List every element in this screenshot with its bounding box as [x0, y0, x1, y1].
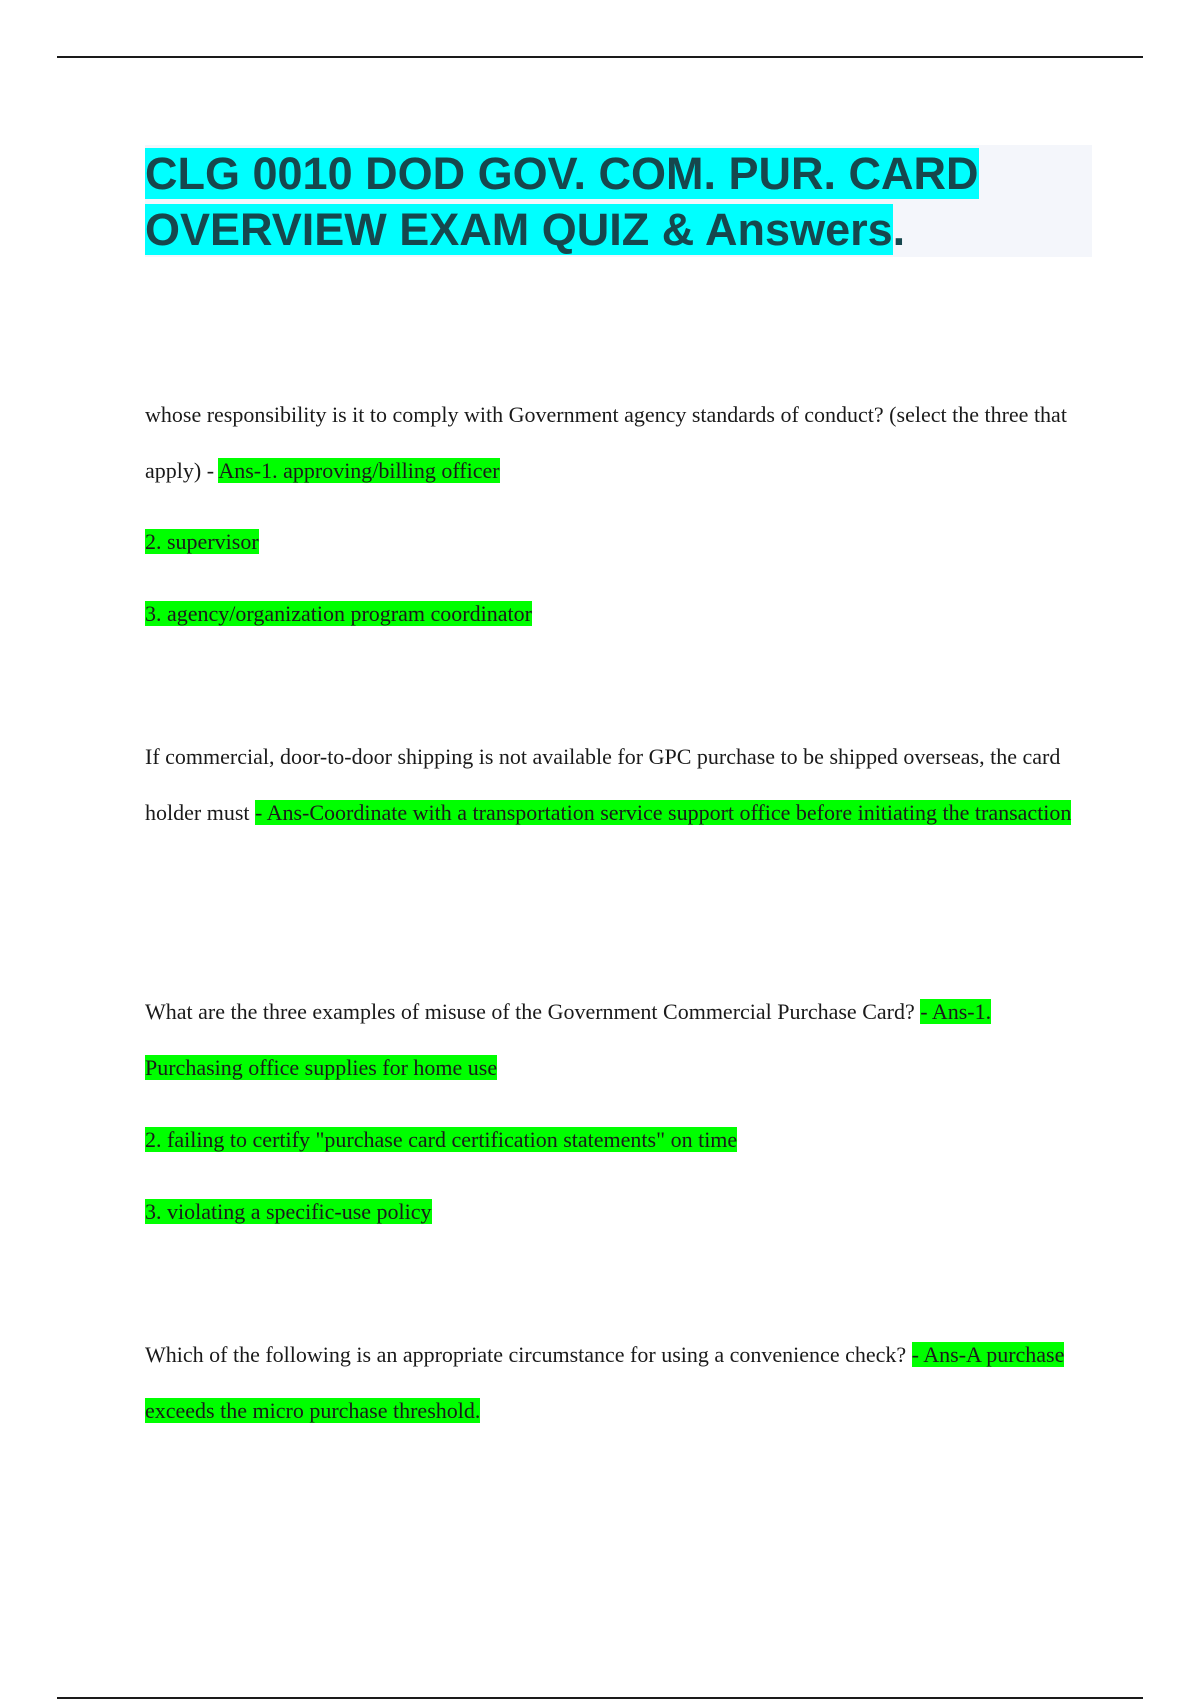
- question-3-text: What are the three examples of misuse of the Government Commercial Purchase Card?: [145, 999, 921, 1024]
- question-2-text: If commercial, door-to-door shipping is not available for GPC purchase to be shipped overseas, the card holder must: [145, 744, 1061, 825]
- header-rule: [57, 56, 1143, 58]
- question-1-text: whose responsibility is it to comply with Government agency standards of conduct? (select the three that apply) -: [145, 402, 1067, 483]
- question-4: [145, 1327, 1090, 1439]
- question-3: [145, 984, 1090, 1096]
- question-3-answer-2: 2. failing to certify "purchase card certification statements" on time: [145, 1127, 738, 1152]
- title-highlight: CLG 0010 DOD GOV. COM. PUR. CARD OVERVIEW EXAM QUIZ & Answers: [145, 148, 979, 255]
- question-1-answer: Ans-1. approving/billing officer: [218, 458, 500, 483]
- document-title: [145, 146, 1065, 258]
- title-period: .: [892, 204, 906, 255]
- question-4-text: Which of the following is an appropriate circumstance for using a convenience check?: [145, 1342, 912, 1367]
- question-3-answer: - Ans-1. Purchasing office supplies for home use: [145, 999, 992, 1080]
- question-1: [145, 387, 1085, 499]
- question-2: [145, 729, 1105, 841]
- question-3-answer-3: 3. violating a specific-use policy: [145, 1199, 432, 1224]
- question-1-answer-3: 3. agency/organization program coordinator: [145, 601, 532, 626]
- question-4-answer: - Ans-A purchase exceeds the micro purchase threshold.: [145, 1342, 1065, 1423]
- footer-rule: [57, 1697, 1143, 1699]
- question-1-answer-2: 2. supervisor: [145, 529, 259, 554]
- question-2-answer: - Ans-Coordinate with a transportation service support office before initiating the transaction: [255, 800, 1072, 825]
